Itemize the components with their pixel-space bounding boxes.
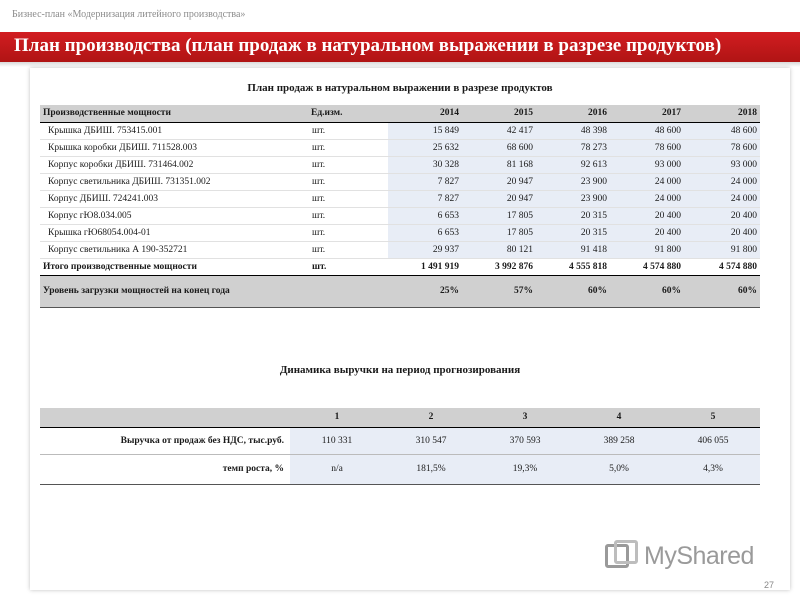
product-value: 80 121	[462, 241, 536, 258]
period-header: 3	[478, 408, 572, 427]
product-value: 23 900	[536, 173, 610, 190]
product-value: 20 400	[684, 224, 760, 241]
product-unit: шт.	[308, 207, 388, 224]
product-name: Корпус гЮ8.034.005	[40, 207, 308, 224]
product-value: 25 632	[388, 139, 462, 156]
total-unit: шт.	[308, 258, 388, 275]
period-header: 5	[666, 408, 760, 427]
product-name: Корпус ДБИШ. 724241.003	[40, 190, 308, 207]
product-value: 42 417	[462, 122, 536, 139]
product-value: 29 937	[388, 241, 462, 258]
product-value: 20 315	[536, 207, 610, 224]
product-name: Корпус светильника ДБИШ. 731351.002	[40, 173, 308, 190]
product-name: Корпус светильника А 190-352721	[40, 241, 308, 258]
product-value: 23 900	[536, 190, 610, 207]
revenue-value: 389 258	[572, 427, 666, 454]
product-value: 6 653	[388, 207, 462, 224]
period-header-row	[40, 408, 760, 427]
sales-table-heading: План продаж в натуральном выражении в разрезе продуктов	[247, 82, 553, 94]
capacity-load-row	[40, 275, 760, 307]
product-value: 20 947	[462, 190, 536, 207]
product-unit: шт.	[308, 139, 388, 156]
table-row	[40, 156, 760, 173]
revenue-value: 110 331	[290, 427, 384, 454]
product-value: 20 400	[610, 224, 684, 241]
product-value: 93 000	[684, 156, 760, 173]
sales-plan-table	[40, 105, 760, 308]
col-header-2015: 2015	[462, 105, 536, 122]
revenue-value: 310 547	[384, 427, 478, 454]
product-value: 20 400	[684, 207, 760, 224]
col-header-2014: 2014	[388, 105, 462, 122]
col-header-unit: Ед.изм.	[308, 105, 388, 122]
table-row	[40, 224, 760, 241]
table-row	[40, 241, 760, 258]
table-header-row	[40, 105, 760, 122]
product-value: 24 000	[684, 173, 760, 190]
growth-value: 19,3%	[478, 454, 572, 484]
product-name: Крышка коробки ДБИШ. 711528.003	[40, 139, 308, 156]
product-value: 24 000	[610, 173, 684, 190]
table-row	[40, 122, 760, 139]
product-unit: шт.	[308, 173, 388, 190]
watermark-text: MyShared	[644, 541, 754, 570]
myshared-logo-icon	[605, 540, 639, 572]
growth-value: 5,0%	[572, 454, 666, 484]
load-unit-empty	[308, 275, 388, 307]
growth-value: 4,3%	[666, 454, 760, 484]
col-header-capacity: Производственные мощности	[40, 105, 308, 122]
period-header: 4	[572, 408, 666, 427]
total-value: 4 574 880	[684, 258, 760, 275]
revenue-dynamics-table	[40, 408, 760, 485]
revenue-row	[40, 427, 760, 454]
product-value: 6 653	[388, 224, 462, 241]
table-row	[40, 207, 760, 224]
product-value: 24 000	[684, 190, 760, 207]
product-value: 78 600	[610, 139, 684, 156]
product-value: 7 827	[388, 173, 462, 190]
revenue-label: Выручка от продаж без НДС, тыс.руб.	[40, 427, 290, 454]
load-value: 60%	[610, 275, 684, 307]
product-value: 91 800	[610, 241, 684, 258]
product-value: 7 827	[388, 190, 462, 207]
product-value: 20 947	[462, 173, 536, 190]
total-value: 3 992 876	[462, 258, 536, 275]
product-value: 48 398	[536, 122, 610, 139]
product-value: 15 849	[388, 122, 462, 139]
product-value: 17 805	[462, 224, 536, 241]
product-value: 93 000	[610, 156, 684, 173]
product-value: 91 418	[536, 241, 610, 258]
revenue-value: 406 055	[666, 427, 760, 454]
product-value: 48 600	[684, 122, 760, 139]
title-shadow	[0, 62, 800, 67]
product-value: 81 168	[462, 156, 536, 173]
product-value: 68 600	[462, 139, 536, 156]
col-header-2016: 2016	[536, 105, 610, 122]
period-header: 1	[290, 408, 384, 427]
growth-label: темп роста, %	[40, 454, 290, 484]
breadcrumb: Бизнес-план «Модернизация литейного производства»	[12, 9, 246, 20]
growth-row	[40, 454, 760, 484]
load-value: 57%	[462, 275, 536, 307]
page-title: План производства (план продаж в натуральном выражении в разрезе продуктов)	[0, 32, 800, 62]
product-value: 78 273	[536, 139, 610, 156]
load-value: 25%	[388, 275, 462, 307]
page-number: 27	[763, 580, 774, 590]
product-name: Крышка ДБИШ. 753415.001	[40, 122, 308, 139]
load-value: 60%	[536, 275, 610, 307]
revenue-table-heading: Динамика выручки на период прогнозирования	[279, 364, 521, 376]
total-label: Итого производственные мощности	[40, 258, 308, 275]
product-unit: шт.	[308, 241, 388, 258]
table-row	[40, 173, 760, 190]
total-value: 4 574 880	[610, 258, 684, 275]
revenue-value: 370 593	[478, 427, 572, 454]
product-value: 20 315	[536, 224, 610, 241]
period-header: 2	[384, 408, 478, 427]
col-header-2017: 2017	[610, 105, 684, 122]
product-value: 24 000	[610, 190, 684, 207]
product-value: 92 613	[536, 156, 610, 173]
product-unit: шт.	[308, 224, 388, 241]
product-unit: шт.	[308, 122, 388, 139]
table-row	[40, 139, 760, 156]
total-row	[40, 258, 760, 275]
sales-table-body	[40, 122, 760, 307]
product-value: 20 400	[610, 207, 684, 224]
growth-value: n/a	[290, 454, 384, 484]
load-label: Уровень загрузки мощностей на конец года	[40, 275, 308, 307]
product-value: 30 328	[388, 156, 462, 173]
product-name: Крышка гЮ68054.004-01	[40, 224, 308, 241]
total-value: 1 491 919	[388, 258, 462, 275]
product-name: Корпус коробки ДБИШ. 731464.002	[40, 156, 308, 173]
col-header-2018: 2018	[684, 105, 760, 122]
product-unit: шт.	[308, 190, 388, 207]
table-row	[40, 190, 760, 207]
growth-value: 181,5%	[384, 454, 478, 484]
load-value: 60%	[684, 275, 760, 307]
product-value: 48 600	[610, 122, 684, 139]
product-unit: шт.	[308, 156, 388, 173]
product-value: 17 805	[462, 207, 536, 224]
period-header-empty	[40, 408, 290, 427]
product-value: 91 800	[684, 241, 760, 258]
total-value: 4 555 818	[536, 258, 610, 275]
product-value: 78 600	[684, 139, 760, 156]
myshared-watermark	[605, 536, 765, 576]
